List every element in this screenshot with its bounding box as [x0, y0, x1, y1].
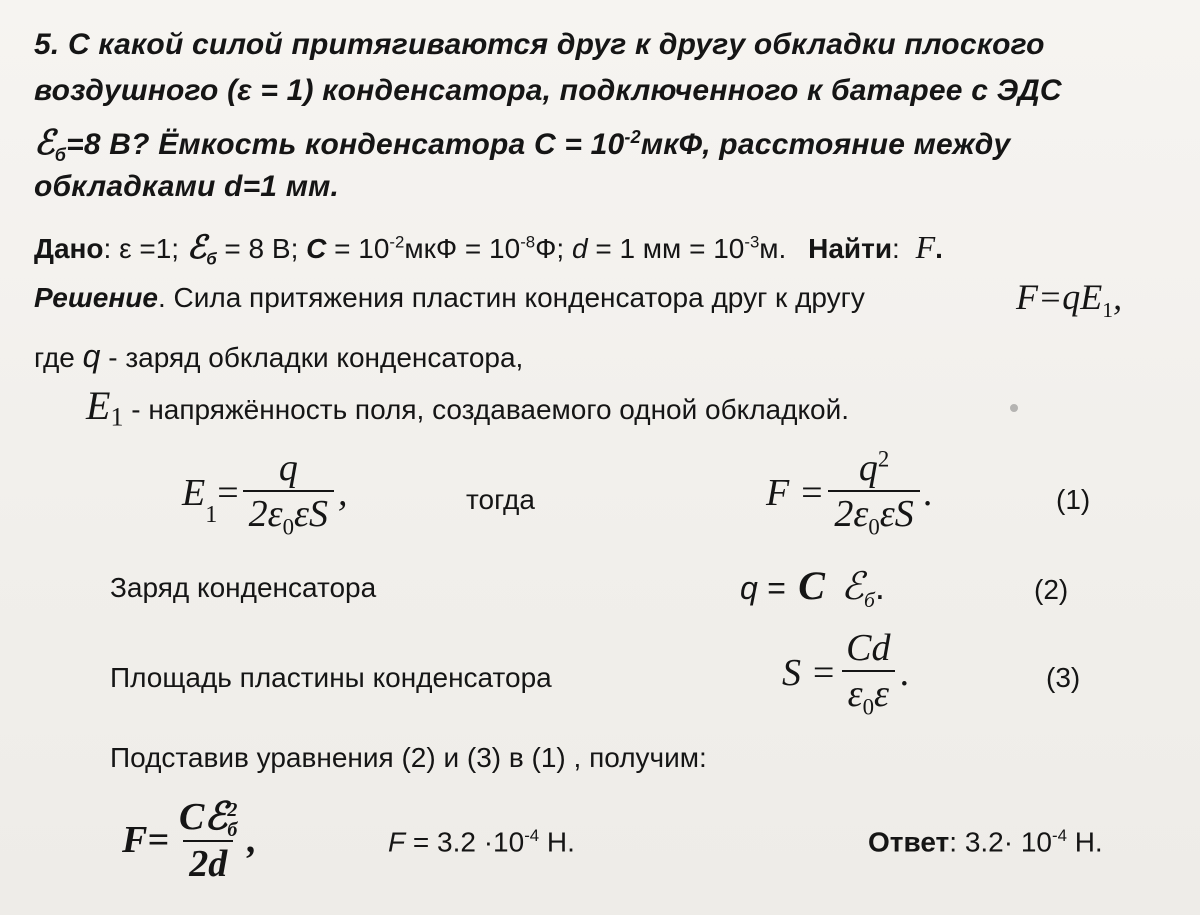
eq2-formula-sub: б	[863, 588, 875, 613]
final-numerator	[173, 794, 243, 840]
eq1-rhs-den-a: 2ε	[834, 493, 869, 535]
eq1-fraction	[243, 446, 334, 541]
eq1-den-sub: 0	[282, 514, 295, 540]
given-label: Дано	[34, 233, 104, 264]
solution-text-1: . Сила притяжения пластин конденсатора друг к другу	[157, 282, 865, 313]
eq2-formula	[740, 562, 885, 613]
given-emf-value: = 8 В;	[216, 233, 307, 264]
given-eps: : ε =1;	[103, 233, 187, 264]
eq2-formula-c: C	[798, 563, 825, 608]
given-d-value-b: м.	[759, 233, 787, 264]
eq1-numerator: q	[278, 447, 298, 489]
given-d-symbol: d	[571, 233, 588, 264]
eq1-rhs-numerator	[853, 446, 895, 490]
eq1-eq: =	[217, 472, 239, 515]
eq3-lhs: S =	[782, 652, 837, 695]
answer-a: : 3.2· 10	[949, 826, 1052, 858]
problem-text-2: воздушного (ε = 1) конденсатора, подключенного к батарее с ЭДС	[34, 74, 1062, 107]
given-emf-subscript: б	[206, 249, 217, 269]
final-num-e: ℰ	[204, 796, 228, 838]
substitution-text: Подставив уравнения (2) и (3) в (1) , получим:	[110, 742, 707, 773]
force-formula-comma: ,	[1113, 277, 1123, 317]
final-num-exp: 2	[227, 799, 238, 822]
problem-line-2	[34, 68, 1062, 114]
eq1-rhs-num-exp: 2	[877, 446, 890, 472]
eq1-rhs-lhs: F =	[766, 472, 825, 515]
final-fraction	[173, 794, 243, 886]
bleed-through-mark	[1010, 404, 1018, 412]
eq1-rhs-fraction	[828, 446, 919, 541]
eq3-denominator	[842, 670, 895, 721]
eq1-lhs: E	[182, 472, 206, 515]
final-num-c: C	[179, 796, 205, 838]
eq1-then	[466, 484, 535, 516]
final-num-sub: б	[227, 819, 238, 842]
eq1-den-b: εS	[294, 493, 329, 535]
problem-line-4	[34, 164, 339, 210]
eq2-number	[1034, 574, 1068, 606]
final-result-a: = 3.2 ·10	[405, 826, 525, 858]
charge-symbol: q	[82, 338, 101, 374]
final-result-sym: F	[388, 826, 406, 858]
eq2-formula-a: q =	[740, 570, 795, 606]
eq1-left	[182, 446, 348, 541]
given-c-exp1: -2	[389, 232, 405, 252]
eq1-comma: ,	[338, 472, 348, 515]
eq2-label-text: Заряд конденсатора	[110, 572, 377, 603]
eq1-rhs-num: q	[858, 447, 878, 489]
final-result-b: Н.	[539, 826, 575, 858]
eq2-number-text: (2)	[1034, 574, 1069, 605]
eq1-denominator	[243, 490, 334, 541]
eq3-number-text: (3)	[1046, 662, 1081, 693]
problem-line-1	[34, 22, 1045, 68]
force-formula-text: F=qE	[1016, 277, 1103, 317]
final-comma: ,	[247, 819, 257, 862]
find-value: F	[915, 229, 936, 265]
eq1-number-text: (1)	[1056, 484, 1091, 515]
problem-text-3a: =8 В? Ёмкость конденсатора C = 10	[66, 128, 625, 161]
final-denominator: 2d	[183, 840, 233, 886]
given-c-value-a: = 10	[326, 233, 390, 264]
answer	[868, 826, 1103, 858]
eq3-number	[1046, 662, 1080, 694]
eq2-label	[110, 572, 376, 604]
problem-text-4: обкладками d=1 мм.	[34, 170, 340, 203]
find-dot: .	[935, 233, 943, 264]
eq1-then-text: тогда	[466, 484, 535, 515]
answer-b: Н.	[1066, 826, 1103, 858]
answer-exp: -4	[1052, 826, 1067, 845]
final-result	[388, 826, 575, 858]
eq1-rhs-dot: .	[923, 472, 934, 515]
given-c-value-b: мкФ = 10	[404, 233, 521, 264]
eq2-formula-e: ℰ	[840, 566, 864, 608]
given-c-exp2: -8	[520, 232, 536, 252]
solution-line-2	[34, 338, 523, 375]
capacity-exponent: -2	[624, 127, 641, 147]
eq1-den-a: 2ε	[248, 493, 283, 535]
solution-line-1	[34, 282, 865, 314]
solution-text-3: - напряжённость поля, создаваемого одной обкладкой.	[123, 394, 850, 425]
eq1-right	[766, 446, 933, 541]
substitution-line	[110, 742, 707, 774]
force-formula	[1016, 276, 1122, 323]
eq1-rhs-denominator	[828, 490, 919, 541]
field-subscript: 1	[110, 402, 124, 432]
eq3-den-sub: 0	[862, 694, 875, 720]
given-line	[34, 228, 943, 270]
given-emf-symbol: ℰ	[186, 229, 207, 265]
force-formula-sub: 1	[1102, 298, 1114, 323]
eq3-fraction	[840, 626, 896, 721]
eq1-lhs-sub: 1	[205, 501, 218, 528]
eq3-dot: .	[900, 652, 911, 695]
final-formula	[122, 794, 257, 886]
final-result-exp: -4	[524, 826, 540, 845]
eq3-formula	[782, 626, 910, 721]
emf-symbol: ℰ	[34, 125, 55, 162]
eq2-formula-dot: .	[874, 566, 885, 607]
final-lhs: F=	[122, 819, 169, 862]
solution-label: Решение	[34, 282, 158, 313]
eq3-label	[110, 662, 552, 694]
find-colon: :	[892, 233, 900, 264]
solution-text-2b: - заряд обкладки конденсатора,	[100, 342, 524, 373]
given-d-exp: -3	[744, 232, 760, 252]
solution-line-3	[86, 382, 849, 433]
eq1-rhs-den-b: εS	[879, 493, 914, 535]
eq1-rhs-den-sub: 0	[868, 514, 880, 540]
problem-text-3b: мкФ, расстояние между	[640, 128, 1011, 161]
emf-subscript: б	[54, 145, 67, 165]
problem-text-1: 5. С какой силой притягиваются друг к другу обкладки плоского	[34, 28, 1045, 61]
solution-text-2a: где	[34, 342, 83, 373]
eq3-den-a: ε	[847, 673, 863, 715]
given-d-value-a: = 1 мм = 10	[587, 233, 745, 264]
given-c-value-c: Ф;	[535, 233, 572, 264]
eq3-den-b: ε	[874, 673, 890, 715]
eq3-numerator: Cd	[846, 627, 891, 669]
given-c-symbol: C	[306, 233, 327, 264]
eq3-label-text: Площадь пластины конденсатора	[110, 662, 552, 693]
eq1-number	[1056, 484, 1090, 516]
answer-label: Ответ	[868, 826, 950, 858]
field-symbol: E	[86, 383, 111, 428]
find-label: Найти	[808, 233, 893, 264]
